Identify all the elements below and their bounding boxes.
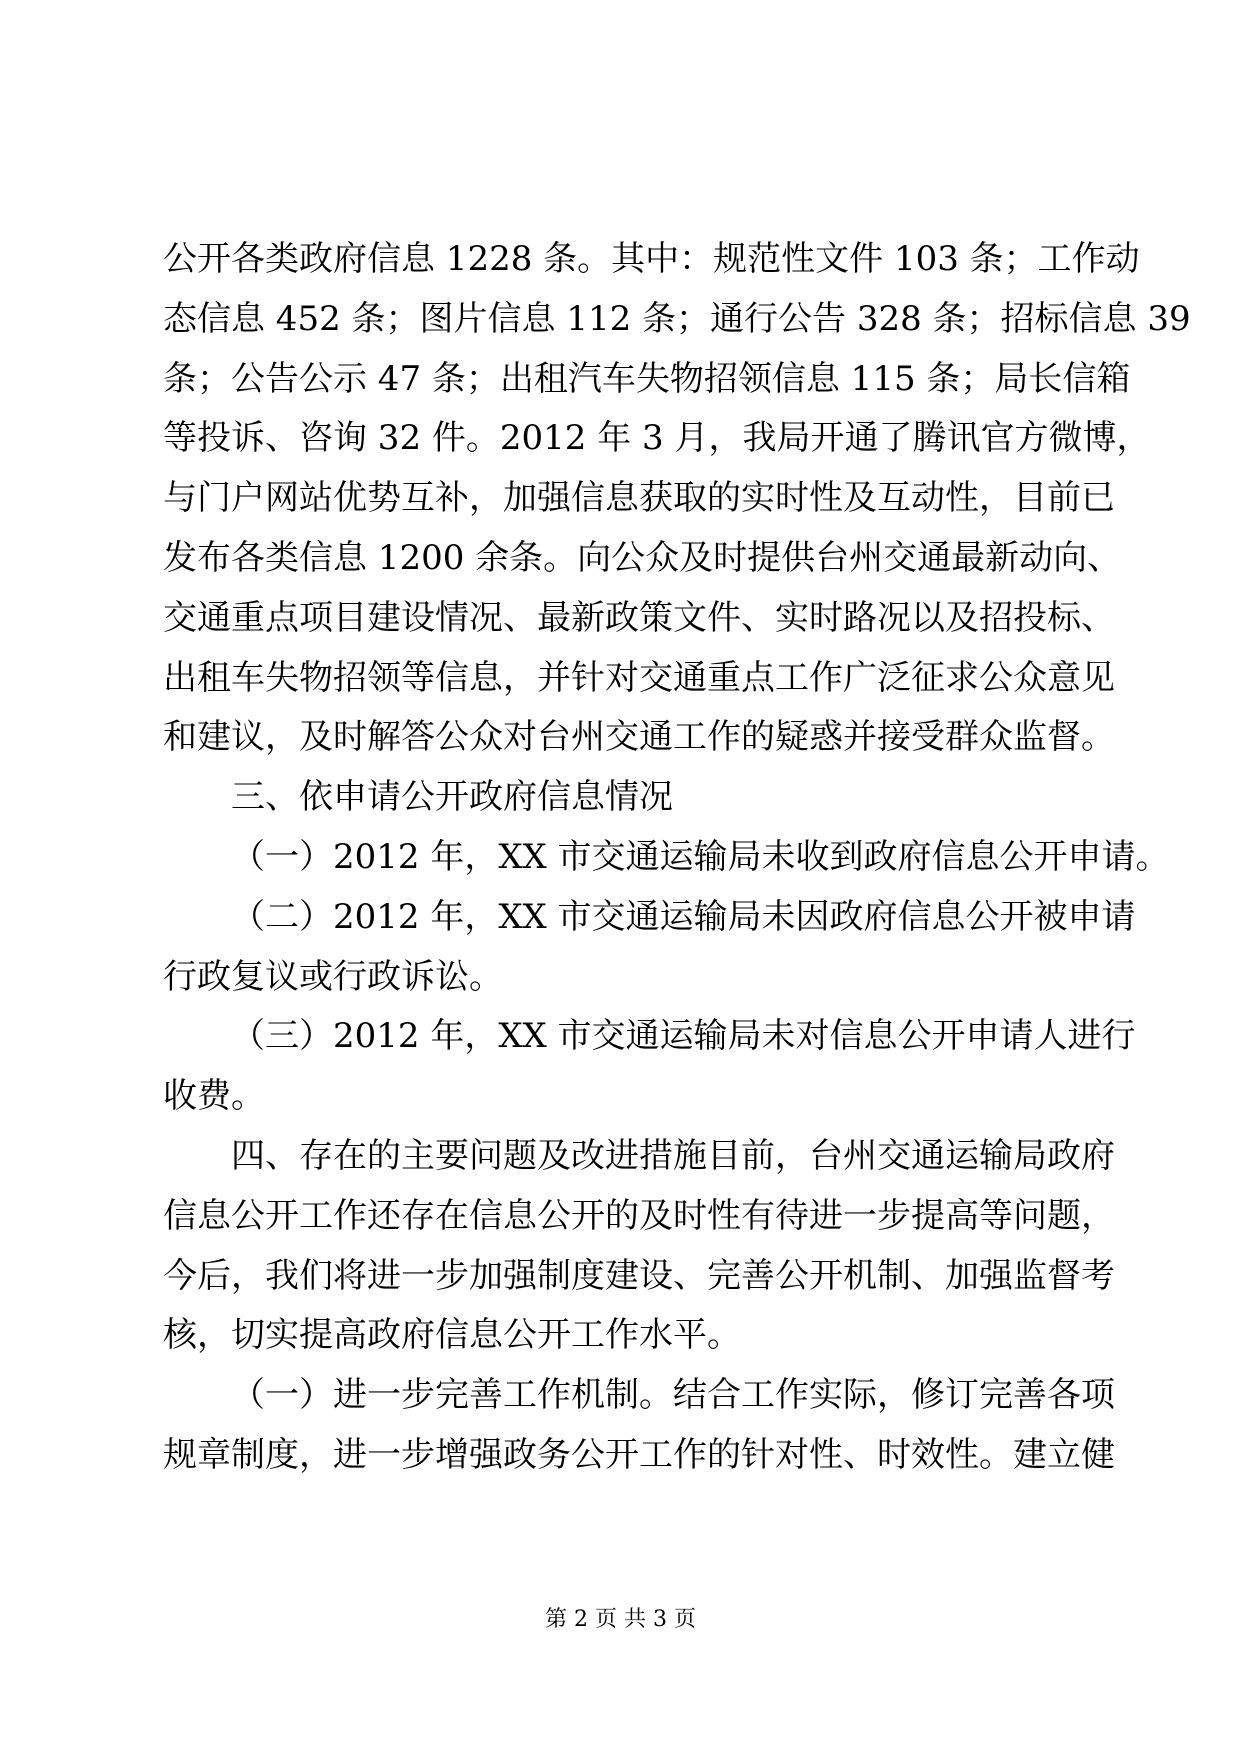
text-line: 核，切实提高政府信息公开工作水平。 <box>163 1315 741 1356</box>
document-body <box>163 230 1191 1486</box>
text-line: 四、存在的主要问题及改进措施目前，台州交通运输局政府 <box>231 1135 1115 1176</box>
text-line: 行政复议或行政诉讼。 <box>163 956 503 997</box>
text-line: 等投诉、咨询 32 件。2012 年 3 月，我局开通了腾讯官方微博， <box>163 418 1151 459</box>
text-line: （一）2012 年，XX 市交通运输局未收到政府信息公开申请。 <box>231 836 1170 877</box>
page-footer: 第 2 页 共 3 页 <box>545 1607 696 1632</box>
text-line: 规章制度，进一步增强政务公开工作的针对性、时效性。建立健 <box>163 1434 1115 1475</box>
text-line: 和建议，及时解答公众对台州交通工作的疑惑并接受群众监督。 <box>163 717 1115 758</box>
text-line: 出租车失物招领等信息，并针对交通重点工作广泛征求公众意见 <box>163 657 1115 698</box>
section-heading: 三、依申请公开政府信息情况 <box>231 777 673 818</box>
text-line: 信息公开工作还存在信息公开的及时性有待进一步提高等问题， <box>163 1195 1115 1236</box>
text-line: （三）2012 年，XX 市交通运输局未对信息公开申请人进行 <box>231 1016 1136 1057</box>
text-line: 条；公告公示 47 条；出租汽车失物招领信息 115 条；局长信箱 <box>163 358 1131 399</box>
text-line: 今后，我们将进一步加强制度建设、完善公开机制、加强监督考 <box>163 1255 1115 1296</box>
text-line: 态信息 452 条；图片信息 112 条；通行公告 328 条；招标信息 39 <box>163 298 1191 339</box>
text-line: （二）2012 年，XX 市交通运输局未因政府信息公开被申请 <box>231 896 1136 937</box>
text-line: 收费。 <box>163 1076 265 1117</box>
text-line: 发布各类信息 1200 余条。向公众及时提供台州交通最新动向、 <box>163 537 1122 578</box>
text-line: （一）进一步完善工作机制。结合工作实际，修订完善各项 <box>231 1375 1115 1416</box>
text-line: 与门户网站优势互补，加强信息获取的实时性及互动性，目前已 <box>163 478 1115 519</box>
text-line: 交通重点项目建设情况、最新政策文件、实时路况以及招投标、 <box>163 597 1115 638</box>
text-line: 公开各类政府信息 1228 条。其中：规范性文件 103 条；工作动 <box>163 239 1140 279</box>
